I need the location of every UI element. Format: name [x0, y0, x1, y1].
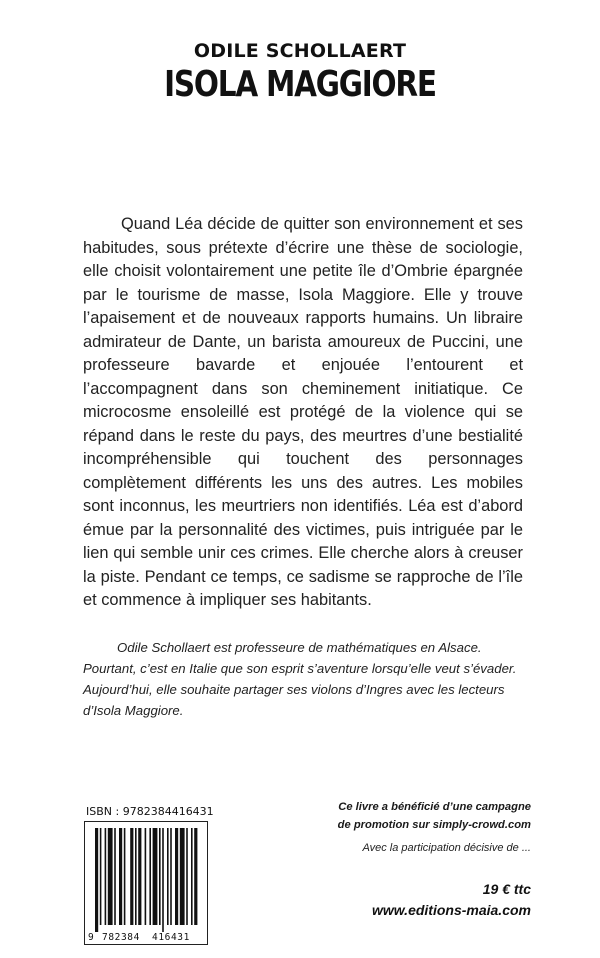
synopsis: [83, 213, 523, 613]
barcode-bar: [186, 828, 188, 925]
price: 19 € ttc: [482, 881, 531, 897]
barcode-bar: [194, 828, 197, 925]
publisher-website: www.editions-maia.com: [372, 902, 531, 918]
barcode-graphic: [85, 822, 207, 944]
author-bio-text: Odile Schollaert est professeure de mathématiques en Alsace. Pourtant, c’est en Italie que son esprit s’aventure lorsqu’elle veut s’évader. Aujourd’hui, elle souhaite partager ses violons d’Ingres avec les lecteurs d’Isola Maggiore.: [83, 640, 517, 718]
isbn-label: ISBN : 9782384416431: [86, 805, 214, 818]
author-name: ODILE SCHOLLAERT: [193, 40, 407, 62]
promo-note: [320, 798, 531, 834]
barcode-bar: [167, 828, 169, 925]
promo-line-2: de promotion sur simply-crowd.com: [337, 819, 531, 831]
barcode-bar: [191, 828, 193, 925]
author-bio: [83, 637, 529, 721]
barcode-bar: [105, 828, 107, 925]
barcode-bar: [119, 828, 122, 925]
barcode-bar: [124, 828, 126, 925]
barcode-digits-left: 782384: [102, 932, 140, 943]
barcode-bar: [153, 828, 158, 925]
barcode-bar: [149, 828, 151, 925]
barcode-bar: [180, 828, 185, 925]
barcode-bar: [100, 828, 102, 925]
barcode-bar: [130, 828, 133, 925]
promo-line-1: Ce livre a bénéficié d’une campagne: [338, 801, 531, 813]
synopsis-text: Quand Léa décide de quitter son environnement et ses habitudes, sous prétexte d’écrire une thèse de sociologie, elle choisit volontairement une petite île d’Ombrie épargnée par le tourisme de masse, Isola Maggiore. Elle y trouve l’apaisement et de nouveaux rapports humains. Un libraire admirateur de Dante, un barista amoureux de Puccini, une professeure bavarde et enjouée l’entourent et l’accompagnent dans son cheminement initiatique. Ce microcosme ensoleillé est protégé de la violence qui se répand dans le reste du pays, des meurtres d’une bestialité incompréhensible qui touchent des personnages complètement différents les uns des autres. Les mobiles sont inconnus, les meurtriers non identifiés. Léa est d’abord émue par la personnalité des victimes, puis intriguée par le lien qui semble unir ces crimes. Elle cherche alors à creuser la piste. Pendant ce temps, ce sadisme se rapproche de l’île et commence à impliquer ses habitants.: [83, 215, 523, 609]
barcode-bar: [159, 828, 161, 925]
barcode-bar: [138, 828, 141, 925]
book-title: ISOLA MAGGIORE: [164, 64, 436, 105]
barcode-bar: [95, 828, 98, 932]
barcode-digits-right: 416431: [152, 932, 190, 943]
barcode-bar: [162, 828, 164, 932]
barcode-bar: [114, 828, 116, 925]
barcode-bar: [135, 828, 137, 925]
barcode: [84, 821, 208, 945]
barcode-bar: [145, 828, 147, 925]
barcode-bar: [175, 828, 178, 925]
barcode-bar: [170, 828, 172, 925]
barcode-digit-first: 9: [88, 932, 94, 943]
barcode-bar: [108, 828, 113, 925]
participation-note: Avec la participation décisive de ...: [362, 842, 531, 854]
barcode-bars: [95, 828, 197, 932]
